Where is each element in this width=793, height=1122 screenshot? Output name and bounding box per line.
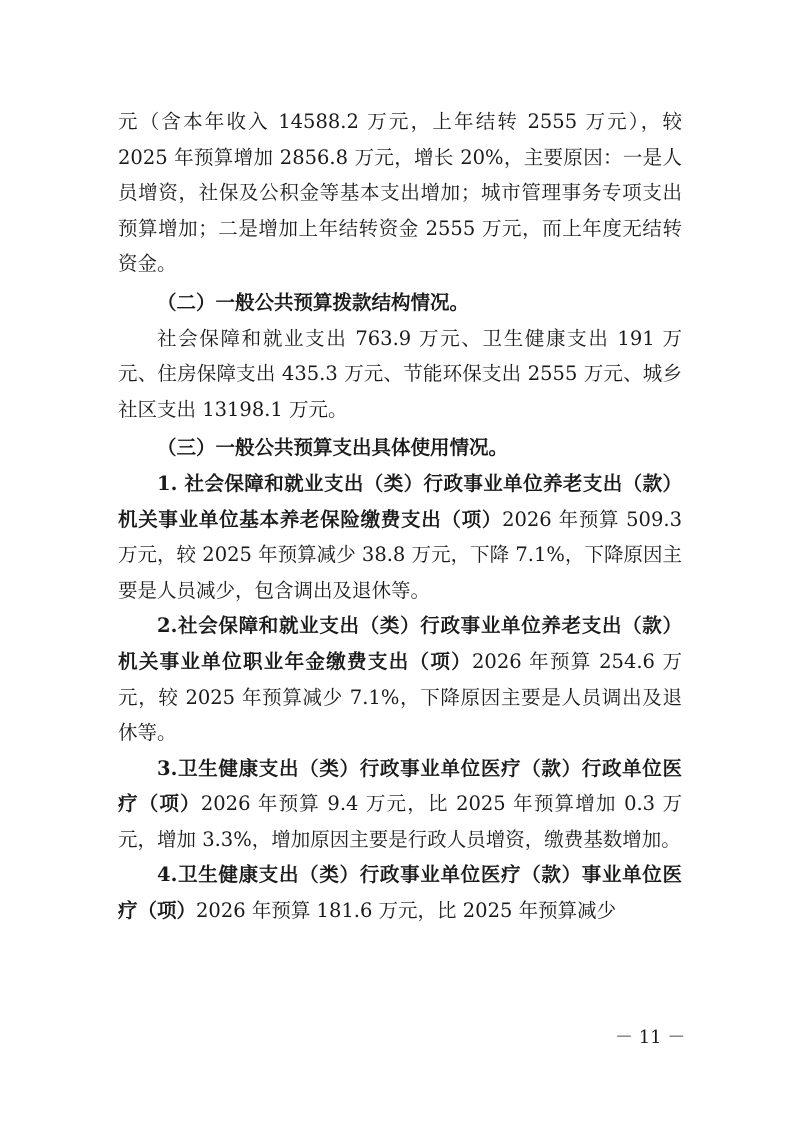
item-4 — [118, 857, 682, 928]
section-heading-usage: （三）一般公共预算支出具体使用情况。 — [157, 436, 509, 460]
item-1-title: 1. 社会保障和就业支出（类）行政事业单位养老支出（款）机关事业单位基本养老保险缴费支出（项） — [118, 471, 682, 531]
page-number: － 11 － — [615, 1027, 686, 1048]
document-page — [118, 104, 682, 929]
item-3-title: 3.卫生健康支出（类）行政事业单位医疗（款）行政单位医疗（项） — [118, 756, 682, 816]
item-3-text: 2026 年预算 9.4 万元，比 2025 年预算增加 0.3 万元，增加 3.3%，增加原因主要是行政人员增资，缴费基数增加。 — [118, 792, 682, 851]
item-4-title: 4.卫生健康支出（类）行政事业单位医疗（款）事业单位医疗（项） — [118, 863, 682, 923]
item-2-title: 2.社会保障和就业支出（类）行政事业单位养老支出（款）机关事业单位职业年金缴费支出（项） — [118, 614, 682, 673]
item-2-text: 2026 年预算 254.6 万元，较 2025 年预算减少 7.1%，下降原因主要是人员调出及退休等。 — [118, 649, 682, 745]
item-1-text: 2026 年预算 509.3 万元，较 2025 年预算减少 38.8 万元，下降 7.1%，下降原因主要是人员减少，包含调出及退休等。 — [118, 507, 682, 602]
paragraph-structure: 社会保障和就业支出 763.9 万元、卫生健康支出 191 万元、住房保障支出 435.3 万元、节能环保支出 2555 万元、城乡社区支出 13198.1 万元。 — [118, 326, 682, 421]
paragraph-income-summary: 元（含本年收入 14588.2 万元，上年结转 2555 万元），较 2025 年预算增加 2856.8 万元，增长 20%，主要原因：一是人员增资，社保及公积金等基本支出增加；城市管理事务专项支出预算增加；二是增加上年结转资金 2555 万元，而上年度无结转资金。 — [118, 110, 682, 276]
item-1 — [118, 466, 682, 608]
item-2 — [118, 608, 682, 750]
item-4-text: 2026 年预算 181.6 万元，比 2025 年预算减少 — [196, 899, 617, 923]
section-heading-structure: （二）一般公共预算拨款结构情况。 — [157, 290, 470, 314]
item-3 — [118, 751, 682, 858]
